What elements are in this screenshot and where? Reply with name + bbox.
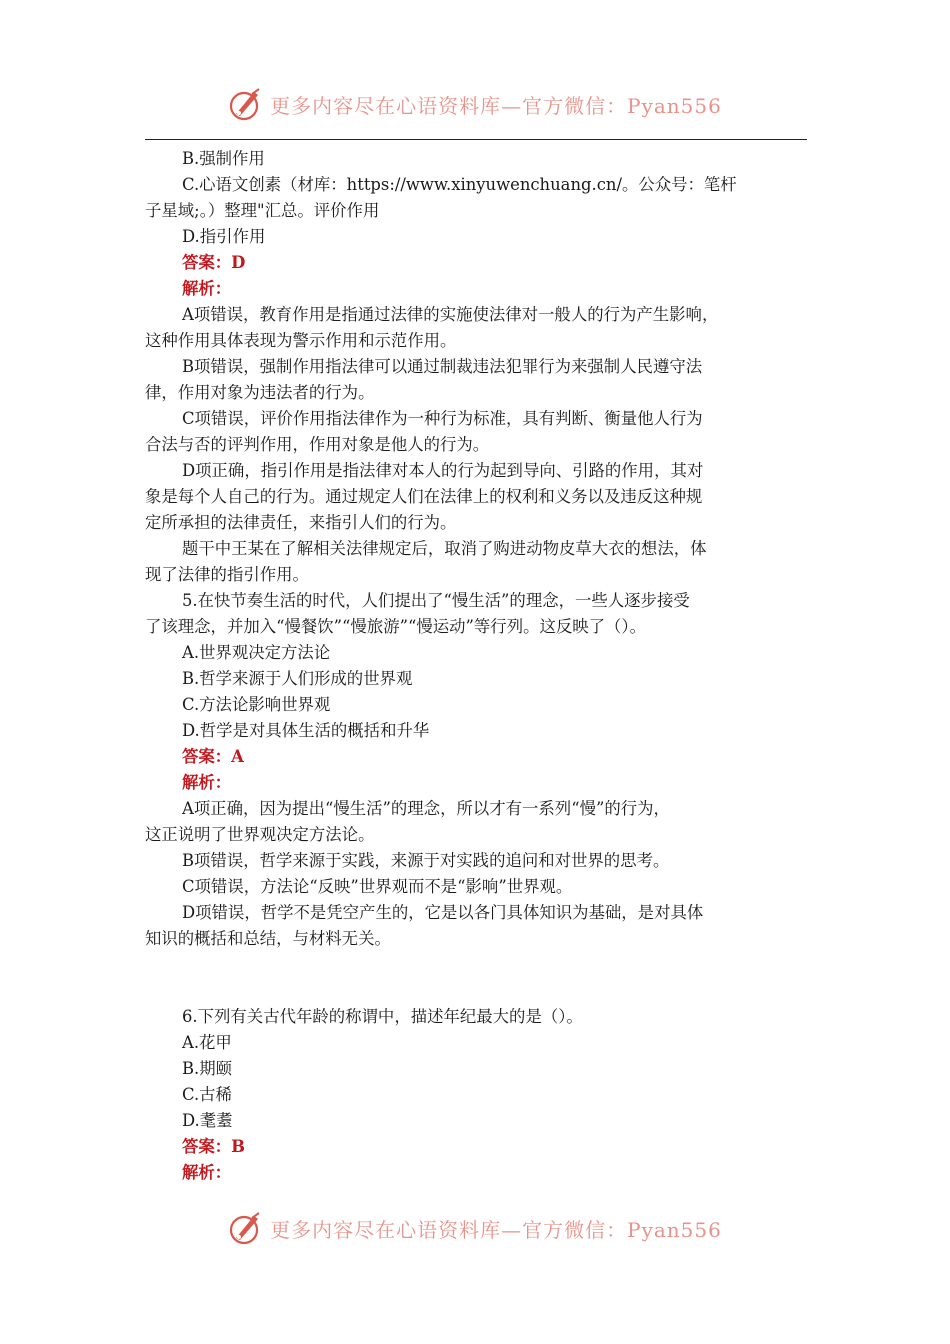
analysis-line: B项错误，强制作用指法律可以通过制裁违法犯罪行为来强制人民遵守法 <box>182 357 703 376</box>
analysis-line: B项错误，哲学来源于实践，来源于对实践的追问和对世界的思考。 <box>182 851 670 870</box>
quill-logo-icon <box>228 86 264 122</box>
question-line: 了该理念，并加入“慢餐饮”“慢旅游”“慢运动”等行列。这反映了（）。 <box>145 617 647 636</box>
option-line: C.方法论影响世界观 <box>182 695 331 714</box>
analysis-line: 知识的概括和总结，与材料无关。 <box>145 929 391 948</box>
option-line: C.心语文创素（材库：https://www.xinyuwenchuang.cn/。公众号：笔杆 <box>182 175 737 194</box>
option-line: B.强制作用 <box>182 149 265 168</box>
option-line: A.世界观决定方法论 <box>182 643 331 662</box>
analysis-line: 题干中王某在了解相关法律规定后，取消了购进动物皮草大衣的想法，体 <box>182 539 707 558</box>
option-line: D.指引作用 <box>182 227 266 246</box>
analysis-line: 合法与否的评判作用，作用对象是他人的行为。 <box>145 435 490 454</box>
option-line: A.花甲 <box>182 1033 232 1052</box>
banner-text: 更多内容尽在心语资料库—官方微信：Pyan556 <box>270 93 722 118</box>
analysis-line: 这正说明了世界观决定方法论。 <box>145 825 375 844</box>
blank-gap <box>145 952 809 1004</box>
analysis-line: D项正确，指引作用是指法律对本人的行为起到导向、引路的作用，其对 <box>182 461 704 480</box>
analysis-line: A项错误，教育作用是指通过法律的实施使法律对一般人的行为产生影响， <box>182 305 719 324</box>
document-body <box>145 146 809 1186</box>
option-line: B.期颐 <box>182 1059 233 1078</box>
answer-label: 答案：D <box>182 253 246 272</box>
analysis-line: C项错误，评价作用指法律作为一种行为标准，具有判断、衡量他人行为 <box>182 409 703 428</box>
analysis-label: 解析： <box>182 1163 232 1182</box>
option-line: D.耄耋 <box>182 1111 233 1130</box>
answer-label: 答案：A <box>182 747 244 766</box>
analysis-line: C项错误，方法论“反映”世界观而不是“影响”世界观。 <box>182 877 573 896</box>
header-divider <box>145 139 807 140</box>
analysis-line: 象是每个人自己的行为。通过规定人们在法律上的权利和义务以及违反这种规 <box>145 487 703 506</box>
quill-logo-icon <box>228 1210 264 1246</box>
question-line: 5.在快节奏生活的时代，人们提出了“慢生活”的理念，一些人逐步接受 <box>182 591 690 610</box>
analysis-line: 定所承担的法律责任，来指引人们的行为。 <box>145 513 457 532</box>
analysis-line: 律，作用对象为违法者的行为。 <box>145 383 375 402</box>
footer-banner <box>0 1208 950 1248</box>
analysis-label: 解析： <box>182 773 232 792</box>
analysis-line: 现了法律的指引作用。 <box>145 565 309 584</box>
analysis-line: D项错误，哲学不是凭空产生的，它是以各门具体知识为基础，是对具体 <box>182 903 704 922</box>
analysis-line: 这种作用具体表现为警示作用和示范作用。 <box>145 331 457 350</box>
analysis-line: A项正确，因为提出“慢生活”的理念，所以才有一系列“慢”的行为， <box>182 799 670 818</box>
option-line: C.古稀 <box>182 1085 232 1104</box>
header-banner <box>0 84 950 124</box>
banner-text: 更多内容尽在心语资料库—官方微信：Pyan556 <box>270 1217 722 1242</box>
option-line: D.哲学是对具体生活的概括和升华 <box>182 721 430 740</box>
answer-label: 答案：B <box>182 1137 246 1156</box>
analysis-label: 解析： <box>182 279 232 298</box>
option-line: 子星域;。）整理"汇总。评价作用 <box>145 201 380 220</box>
question-line: 6.下列有关古代年龄的称谓中，描述年纪最大的是（）。 <box>182 1007 583 1026</box>
option-line: B.哲学来源于人们形成的世界观 <box>182 669 413 688</box>
